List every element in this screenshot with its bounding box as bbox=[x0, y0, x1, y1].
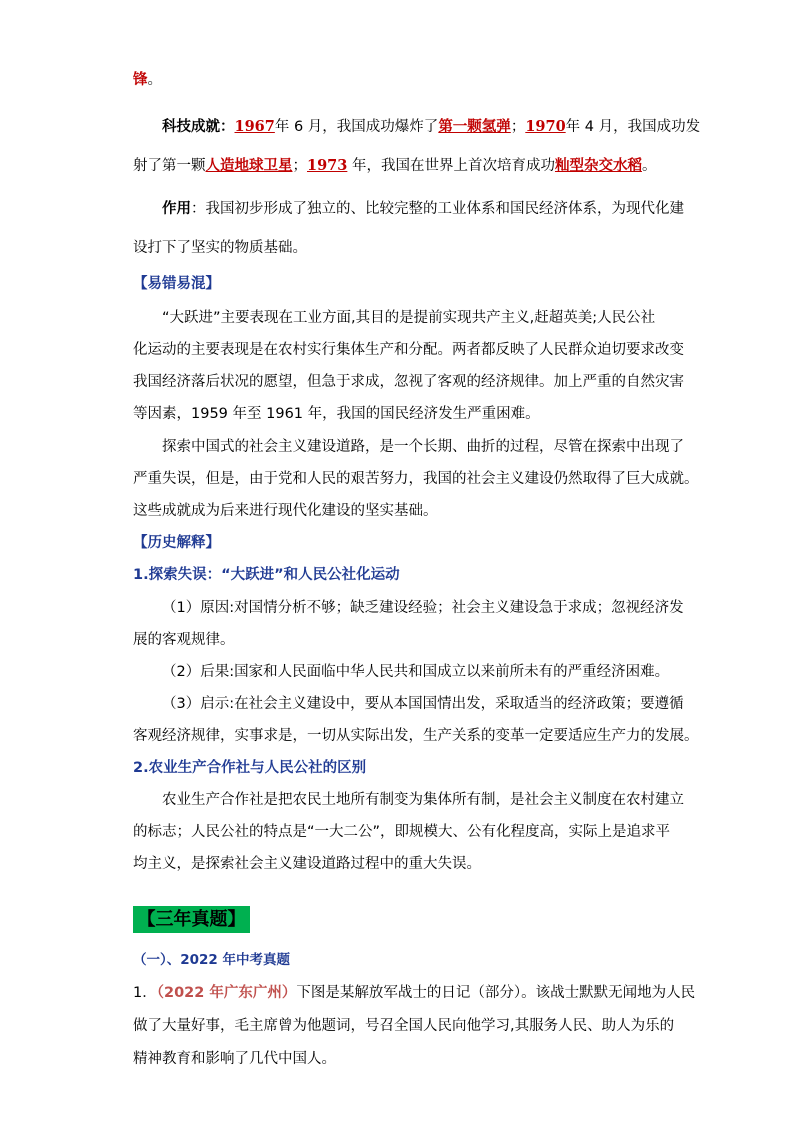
difference-line-1: 农业生产合作社是把农民土地所有制变为集体所有制，是社会主义制度在农村建立 bbox=[162, 792, 684, 808]
text-span: 射了第一颗 bbox=[133, 158, 206, 174]
confusion-p1-line-2: 化运动的主要表现是在农村实行集体生产和分配。两者都反映了人民群众迫切要求改变 bbox=[133, 342, 684, 358]
text-span: 年 6 月，我国成功爆炸了 bbox=[274, 119, 439, 135]
tech-label: 科技成就： bbox=[162, 119, 235, 135]
hybrid-rice-term: 籼型杂交水稻 bbox=[554, 158, 642, 174]
consequence-line: （2）后果:国家和人民面临中华人民共和国成立以来前所未有的严重经济困难。 bbox=[162, 664, 670, 680]
lesson-line-1: （3）启示:在社会主义建设中，要从本国国情出发，采取适当的经济政策；要遵循 bbox=[162, 696, 684, 712]
confusion-p2-line-1: 探索中国式的社会主义建设道路，是一个长期、曲折的过程，尽管在探索中出现了 bbox=[162, 439, 684, 455]
exam-subheading: （一）、2022 年中考真题 bbox=[133, 952, 291, 968]
satellite-term: 人造地球卫星 bbox=[205, 158, 293, 174]
tech-achievements-line-1 bbox=[162, 117, 700, 137]
cause-line-2: 展的客观规律。 bbox=[133, 632, 235, 648]
question-line-3: 精神教育和影响了几代中国人。 bbox=[133, 1051, 336, 1067]
confusion-p1-line-3: 我国经济落后状况的愿望，但急于求成，忽视了客观的经济规律。加上严重的自然灾害 bbox=[133, 374, 684, 390]
text-span: 下图是某解放军战士的日记（部分）。该战士默默无闻地为人民 bbox=[296, 985, 696, 1001]
tech-achievements-line-2 bbox=[133, 156, 656, 176]
highlight-term: 锋 bbox=[133, 72, 148, 88]
difference-line-2: 的标志；人民公社的特点是“一大二公”，即规模大、公有化程度高，实际上是追求平 bbox=[133, 824, 671, 840]
effect-label: 作用 bbox=[162, 201, 191, 217]
hydrogen-bomb-term: 第一颗氢弹 bbox=[438, 119, 511, 135]
explain-heading: 【历史解释】 bbox=[133, 535, 220, 551]
cause-line-1: （1）原因:对国情分析不够；缺乏建设经验；社会主义建设急于求成；忽视经济发 bbox=[162, 600, 684, 616]
text-span: ； bbox=[510, 119, 526, 135]
confusion-p2-line-3: 这些成就成为后来进行现代化建设的坚实基础。 bbox=[133, 503, 438, 519]
year-1967: 1967 bbox=[234, 118, 275, 135]
confusion-p2-line-2: 严重失误，但是，由于党和人民的艰苦努力，我国的社会主义建设仍然取得了巨大成就。 bbox=[133, 471, 699, 487]
question-line-2: 做了大量好事，毛主席曾为他题词，号召全国人民向他学习,其服务人民、助人为乐的 bbox=[133, 1018, 675, 1034]
year-1970: 1970 bbox=[525, 118, 566, 135]
question-line-1 bbox=[133, 983, 695, 1003]
text-span: ； bbox=[292, 158, 307, 174]
three-year-exam-banner: 【三年真题】 bbox=[133, 906, 250, 933]
effect-line-1 bbox=[162, 199, 684, 219]
confusion-p1-line-4: 等因素，1959 年至 1961 年，我国的国民经济发生严重困难。 bbox=[133, 406, 540, 422]
text-span: 年，我国在世界上首次培育成功 bbox=[347, 158, 555, 174]
explain-subheading-2: 2.农业生产合作社与人民公社的区别 bbox=[133, 760, 367, 776]
punctuation: 。 bbox=[147, 72, 162, 88]
difference-line-3: 均主义，是探索社会主义建设道路过程中的重大失误。 bbox=[133, 856, 481, 872]
text-span: 。 bbox=[641, 158, 657, 174]
lesson-line-2: 客观经济规律，实事求是，一切从实际出发，生产关系的变革一定要适应生产力的发展。 bbox=[133, 728, 699, 744]
effect-line-2: 设打下了坚实的物质基础。 bbox=[133, 240, 307, 256]
question-source: （2022 年广东广州） bbox=[156, 985, 297, 1001]
text-span: ：我国初步形成了独立的、比较完整的工业体系和国民经济体系，为现代化建 bbox=[191, 201, 684, 217]
explain-subheading-1: 1.探索失误：“大跃进”和人民公社化运动 bbox=[133, 567, 400, 583]
text-span: 年 4 月，我国成功发 bbox=[565, 119, 701, 135]
confusion-p1-line-1: “大跃进”主要表现在工业方面,其目的是提前实现共产主义,赶超英美;人民公社 bbox=[162, 310, 656, 326]
previous-paragraph-tail bbox=[133, 70, 162, 90]
question-number: 1． bbox=[133, 985, 157, 1001]
year-1973: 1973 bbox=[307, 157, 348, 174]
confusion-heading: 【易错易混】 bbox=[133, 276, 220, 292]
